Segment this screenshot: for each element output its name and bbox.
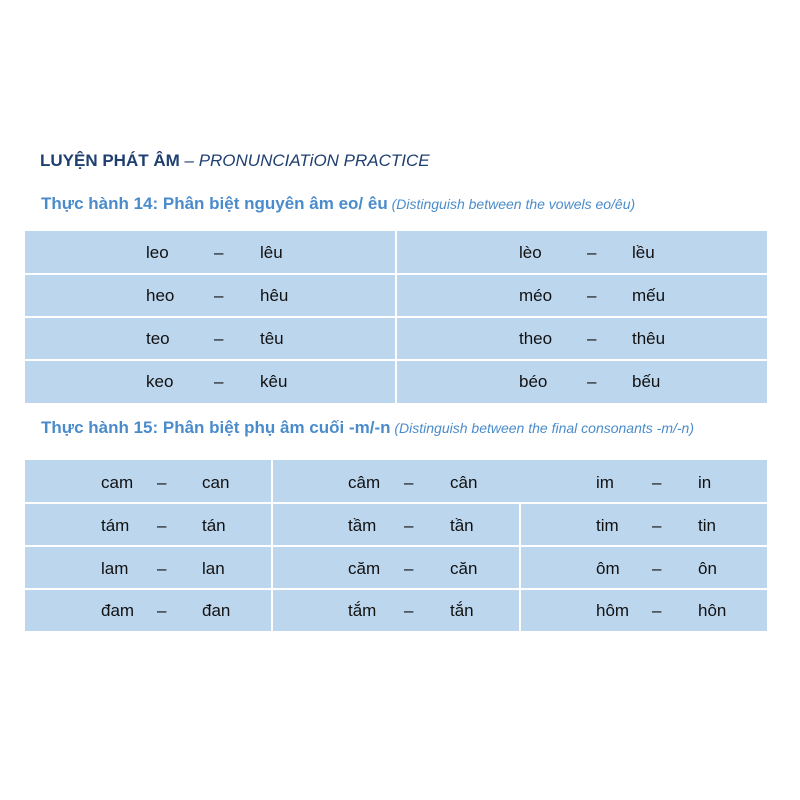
word-pair-second: tin [698, 516, 716, 535]
pair-dash: – [214, 243, 224, 262]
section-14-title [41, 194, 635, 214]
word-pair-second: tắn [450, 601, 474, 620]
word-pair-second: đan [202, 601, 231, 620]
word-pair-first: keo [146, 372, 174, 391]
word-pair-second: hôn [698, 601, 727, 620]
pair-dash: – [587, 243, 597, 262]
word-pair-second: bếu [632, 372, 661, 391]
section-15-title-main: Thực hành 15: Phân biệt phụ âm cuối -m/-n [41, 418, 391, 437]
word-pair-second: lan [202, 559, 225, 578]
pair-dash: – [157, 559, 167, 578]
word-pair-second: hêu [260, 286, 289, 305]
page-heading [40, 151, 430, 171]
heading-separator: – [179, 151, 199, 170]
word-pair-first: hôm [596, 601, 630, 620]
pair-dash: – [157, 601, 167, 620]
word-pair-first: tám [101, 516, 130, 535]
section-14-title-main: Thực hành 14: Phân biệt nguyên âm eo/ êu [41, 194, 388, 213]
pair-dash: – [404, 559, 414, 578]
word-pair-second: tán [202, 516, 226, 535]
pair-dash: – [404, 601, 414, 620]
word-pair-first: teo [146, 329, 170, 348]
pair-dash: – [214, 372, 224, 391]
heading-english: PRONUNCIATiON PRACTICE [198, 151, 430, 170]
word-pair-first: ôm [596, 559, 620, 578]
pair-dash: – [157, 473, 167, 492]
word-pair-first: tầm [348, 516, 377, 535]
pair-dash: – [587, 372, 597, 391]
word-pair-first: tắm [348, 601, 377, 620]
word-pair-second: mếu [632, 286, 666, 305]
section-14-table [25, 231, 767, 403]
row-divider [25, 502, 767, 504]
word-pair-first: lèo [519, 243, 542, 262]
pair-dash: – [652, 516, 662, 535]
pair-dash: – [404, 516, 414, 535]
column-divider [395, 231, 397, 273]
pair-dash: – [652, 601, 662, 620]
word-pair-first: đam [101, 601, 135, 620]
row-divider [25, 588, 767, 590]
column-divider [395, 275, 397, 403]
word-pair-first: tim [596, 516, 619, 535]
word-pair-second: can [202, 473, 230, 492]
pair-dash: – [157, 516, 167, 535]
word-pair-first: theo [519, 329, 553, 348]
word-pair-second: têu [260, 329, 284, 348]
column-divider [519, 504, 521, 631]
word-pair-first: heo [146, 286, 175, 305]
word-pair-first: béo [519, 372, 548, 391]
word-pair-first: méo [519, 286, 553, 305]
pair-dash: – [214, 329, 224, 348]
word-pair-second: căn [450, 559, 478, 578]
section-14-title-note: (Distinguish between the vowels eo/êu) [387, 196, 636, 212]
word-pair-second: ôn [698, 559, 717, 578]
word-pair-first: cam [101, 473, 134, 492]
word-pair-second: cân [450, 473, 478, 492]
section-15-title [41, 418, 694, 438]
section-15-title-note: (Distinguish between the final consonants -m/-n) [390, 420, 694, 436]
word-pair-second: thêu [632, 329, 666, 348]
word-pair-first: căm [348, 559, 381, 578]
word-pair-second: lều [632, 243, 655, 262]
section-15-table [25, 460, 767, 631]
pair-dash: – [587, 329, 597, 348]
word-pair-first: lam [101, 559, 129, 578]
word-pair-second: kêu [260, 372, 288, 391]
pair-dash: – [214, 286, 224, 305]
word-pair-first: câm [348, 473, 381, 492]
heading-vietnamese: LUYỆN PHÁT ÂM [40, 151, 180, 170]
pair-dash: – [404, 473, 414, 492]
column-divider [271, 460, 273, 631]
word-pair-second: in [698, 473, 712, 492]
word-pair-first: im [596, 473, 614, 492]
word-pair-first: leo [146, 243, 169, 262]
pair-dash: – [587, 286, 597, 305]
word-pair-second: tần [450, 516, 474, 535]
pair-dash: – [652, 559, 662, 578]
pair-dash: – [652, 473, 662, 492]
row-divider [25, 545, 767, 547]
word-pair-second: lêu [260, 243, 283, 262]
